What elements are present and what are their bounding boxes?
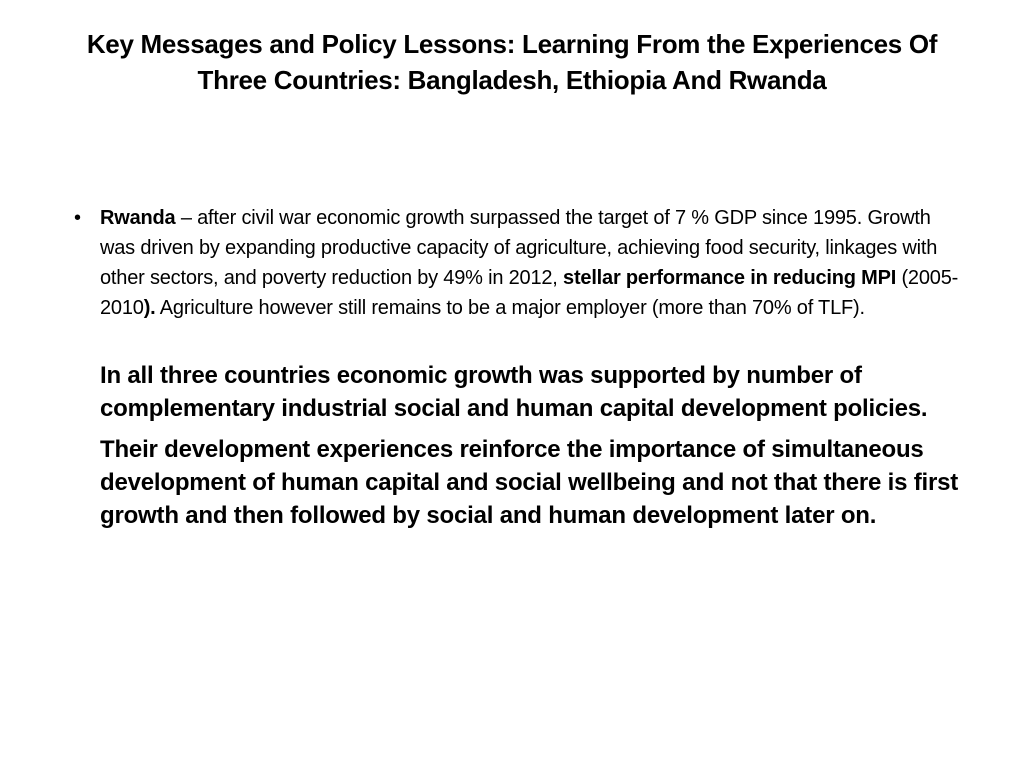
bullet-item-rwanda [62,203,962,323]
slide-body [62,203,962,532]
country-name: Rwanda [100,207,176,229]
paragraph-development-experiences: Their development experiences reinforce the importance of simultaneous development of human capital and social wellbeing and not that there is first growth and then followed by social and human development later on. [100,436,959,529]
paragraph-growth-policies: In all three countries economic growth was supported by number of complementary industrial social and human capital development policies. [100,362,928,422]
bullet-text-part-2: (2005-2010 [100,267,959,319]
bullet-text-part-3: Agriculture however still remains to be a major employer (more than 70% of TLF). [155,297,865,319]
bullet-marker: • [74,207,81,229]
bullet-close-paren: ). [143,297,156,319]
slide-title: Key Messages and Policy Lessons: Learning From the Experiences Of Three Countries: Bangladesh, Ethiopia And Rwanda [86,29,938,95]
bullet-highlight: stellar performance in reducing MPI [563,267,897,289]
bullet-text-part-1: – after civil war economic growth surpassed the target of 7 % GDP since 1995. Growth was driven by expanding productive capacity of agriculture, achieving food security, linkages with other sectors, and poverty reduction by 49% in 2012, [100,207,938,289]
